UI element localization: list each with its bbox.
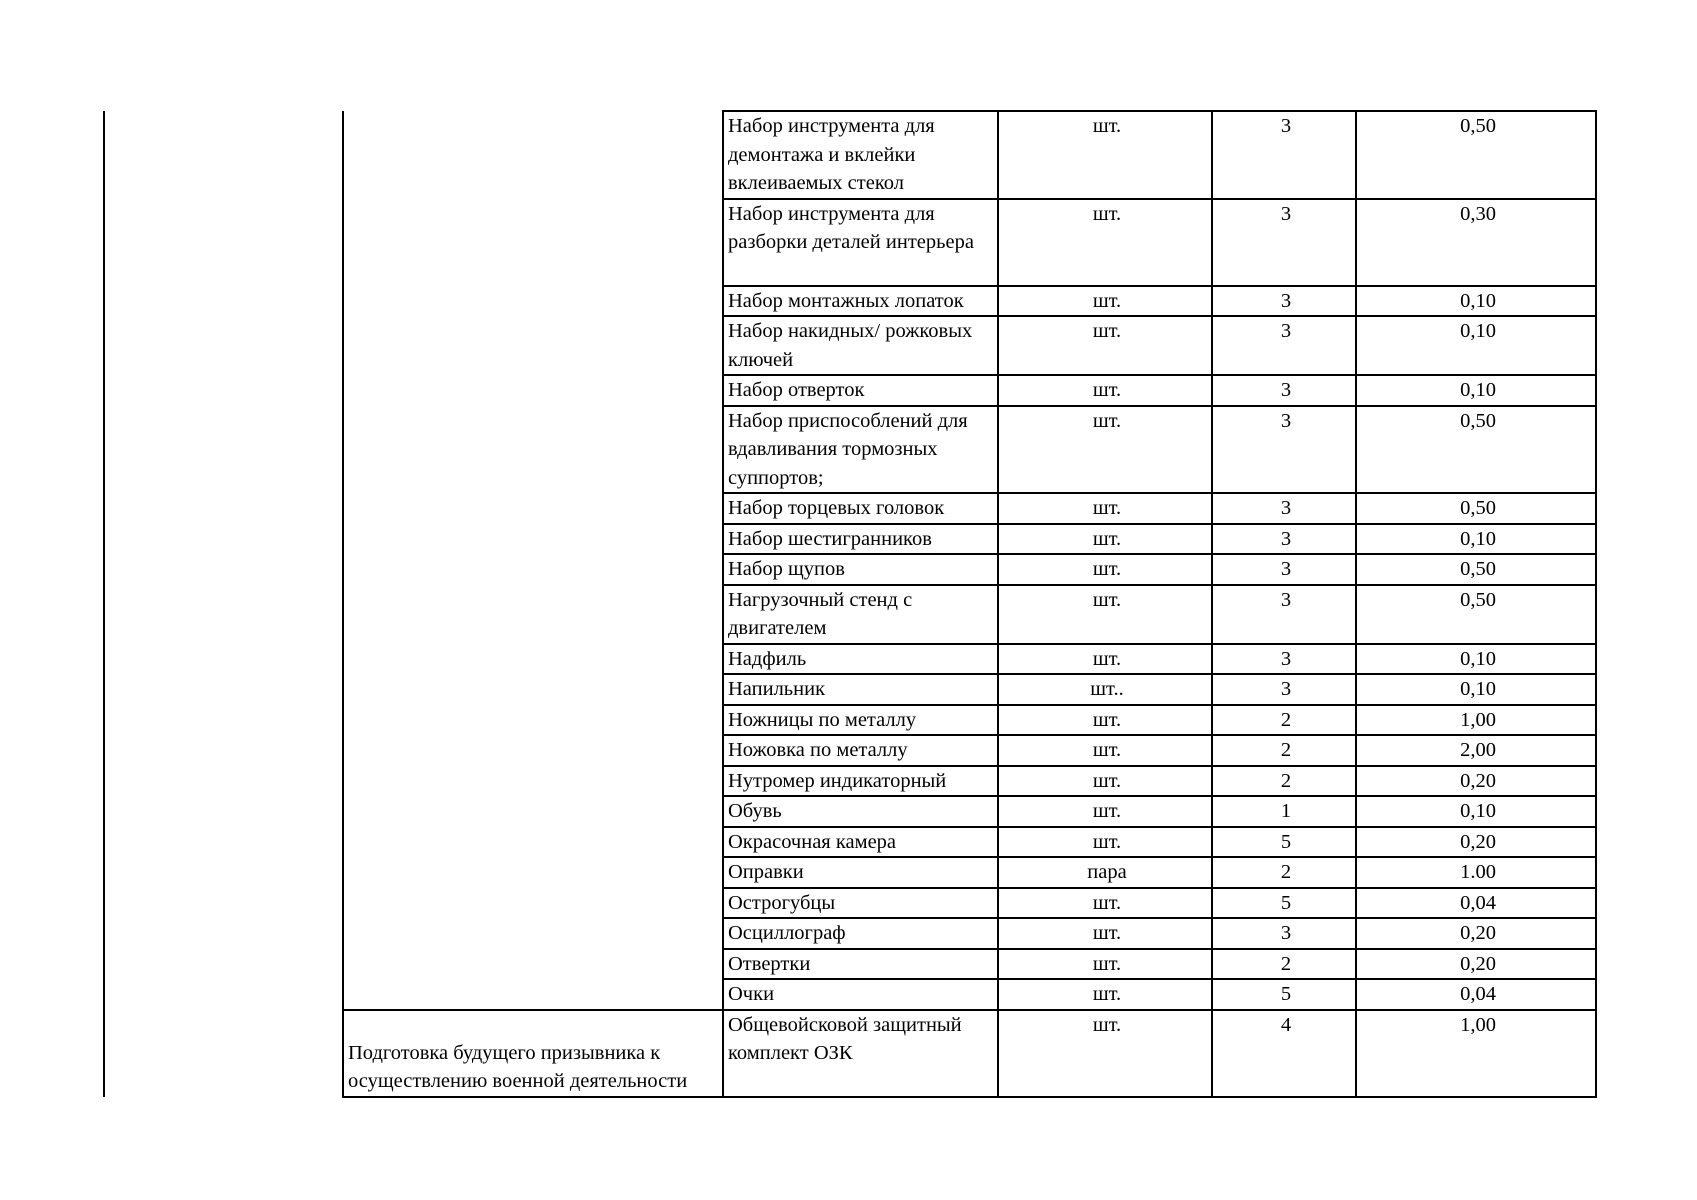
item-name: Очки [723, 979, 998, 1010]
item-unit: шт. [998, 375, 1212, 406]
item-name: Осциллограф [723, 918, 998, 949]
item-quantity: 2 [1212, 705, 1356, 736]
item-name: Набор шестигранников [723, 524, 998, 555]
item-unit: шт. [998, 585, 1212, 644]
item-quantity: 1 [1212, 796, 1356, 827]
item-name: Ножницы по металлу [723, 705, 998, 736]
item-unit: шт. [998, 493, 1212, 524]
item-quantity: 3 [1212, 918, 1356, 949]
item-value: 1,00 [1356, 705, 1596, 736]
left-margin-column [104, 111, 343, 1097]
item-name: Набор инструмента для демонтажа и вклейки вклеиваемых стекол [723, 111, 998, 199]
item-quantity: 3 [1212, 644, 1356, 675]
item-unit: шт. [998, 644, 1212, 675]
item-value: 0,10 [1356, 375, 1596, 406]
item-name: Набор приспособлений для вдавливания тормозных суппортов; [723, 406, 998, 494]
item-unit: шт. [998, 949, 1212, 980]
item-value: 0,10 [1356, 796, 1596, 827]
item-unit: пара [998, 857, 1212, 888]
item-value: 0,50 [1356, 111, 1596, 199]
equipment-table-body [104, 111, 1596, 1097]
item-value: 0,04 [1356, 888, 1596, 919]
item-value: 0,20 [1356, 827, 1596, 858]
table-row [104, 111, 1596, 199]
item-quantity: 2 [1212, 949, 1356, 980]
item-name: Отвертки [723, 949, 998, 980]
item-quantity: 5 [1212, 979, 1356, 1010]
group-column-empty [343, 111, 723, 1010]
item-quantity: 3 [1212, 674, 1356, 705]
item-name: Набор торцевых головок [723, 493, 998, 524]
item-value: 0,10 [1356, 674, 1596, 705]
item-name: Напильник [723, 674, 998, 705]
item-value: 1,00 [1356, 1010, 1596, 1097]
item-quantity: 3 [1212, 375, 1356, 406]
item-value: 0,50 [1356, 406, 1596, 494]
item-unit: шт. [998, 524, 1212, 555]
group-title: Подготовка будущего призывника к осуществлению военной деятельности [343, 1010, 723, 1097]
item-name: Обувь [723, 796, 998, 827]
item-name: Набор монтажных лопаток [723, 286, 998, 317]
item-quantity: 2 [1212, 857, 1356, 888]
item-unit: шт. [998, 827, 1212, 858]
item-value: 1.00 [1356, 857, 1596, 888]
item-unit: шт. [998, 888, 1212, 919]
item-unit: шт. [998, 111, 1212, 199]
item-name: Оправки [723, 857, 998, 888]
item-value: 0,10 [1356, 644, 1596, 675]
item-name: Набор накидных/ рожковых ключей [723, 316, 998, 375]
item-value: 0,50 [1356, 585, 1596, 644]
item-name: Надфиль [723, 644, 998, 675]
item-quantity: 3 [1212, 316, 1356, 375]
item-unit: шт. [998, 979, 1212, 1010]
item-unit: шт. [998, 918, 1212, 949]
item-value: 0,20 [1356, 918, 1596, 949]
item-value: 0,50 [1356, 493, 1596, 524]
item-quantity: 3 [1212, 286, 1356, 317]
item-name: Набор отверток [723, 375, 998, 406]
item-quantity: 2 [1212, 735, 1356, 766]
item-quantity: 5 [1212, 827, 1356, 858]
item-value: 0,10 [1356, 316, 1596, 375]
item-unit: шт. [998, 286, 1212, 317]
item-value: 2,00 [1356, 735, 1596, 766]
item-quantity: 3 [1212, 406, 1356, 494]
item-quantity: 5 [1212, 888, 1356, 919]
item-name: Общевойсковой защитный комплект ОЗК [723, 1010, 998, 1097]
item-unit: шт. [998, 406, 1212, 494]
item-value: 0,10 [1356, 524, 1596, 555]
item-name: Набор инструмента для разборки деталей интерьера [723, 199, 998, 286]
item-quantity: 3 [1212, 585, 1356, 644]
item-value: 0,20 [1356, 949, 1596, 980]
item-value: 0,04 [1356, 979, 1596, 1010]
item-quantity: 3 [1212, 524, 1356, 555]
item-quantity: 3 [1212, 554, 1356, 585]
item-name: Острогубцы [723, 888, 998, 919]
item-unit: шт. [998, 316, 1212, 375]
item-quantity: 3 [1212, 199, 1356, 286]
item-quantity: 3 [1212, 111, 1356, 199]
item-quantity: 4 [1212, 1010, 1356, 1097]
item-quantity: 3 [1212, 493, 1356, 524]
item-unit: шт. [998, 796, 1212, 827]
item-unit: шт. [998, 705, 1212, 736]
item-name: Нагрузочный стенд с двигателем [723, 585, 998, 644]
item-name: Окрасочная камера [723, 827, 998, 858]
item-name: Набор щупов [723, 554, 998, 585]
item-name: Нутромер индикаторный [723, 766, 998, 797]
item-unit: шт. [998, 1010, 1212, 1097]
item-unit: шт. [998, 735, 1212, 766]
item-unit: шт. [998, 766, 1212, 797]
item-unit: шт. [998, 199, 1212, 286]
item-value: 0,50 [1356, 554, 1596, 585]
item-quantity: 2 [1212, 766, 1356, 797]
item-value: 0,10 [1356, 286, 1596, 317]
item-name: Ножовка по металлу [723, 735, 998, 766]
item-value: 0,20 [1356, 766, 1596, 797]
item-value: 0,30 [1356, 199, 1596, 286]
item-unit: шт. [998, 554, 1212, 585]
item-unit: шт.. [998, 674, 1212, 705]
equipment-table [103, 110, 1597, 1098]
